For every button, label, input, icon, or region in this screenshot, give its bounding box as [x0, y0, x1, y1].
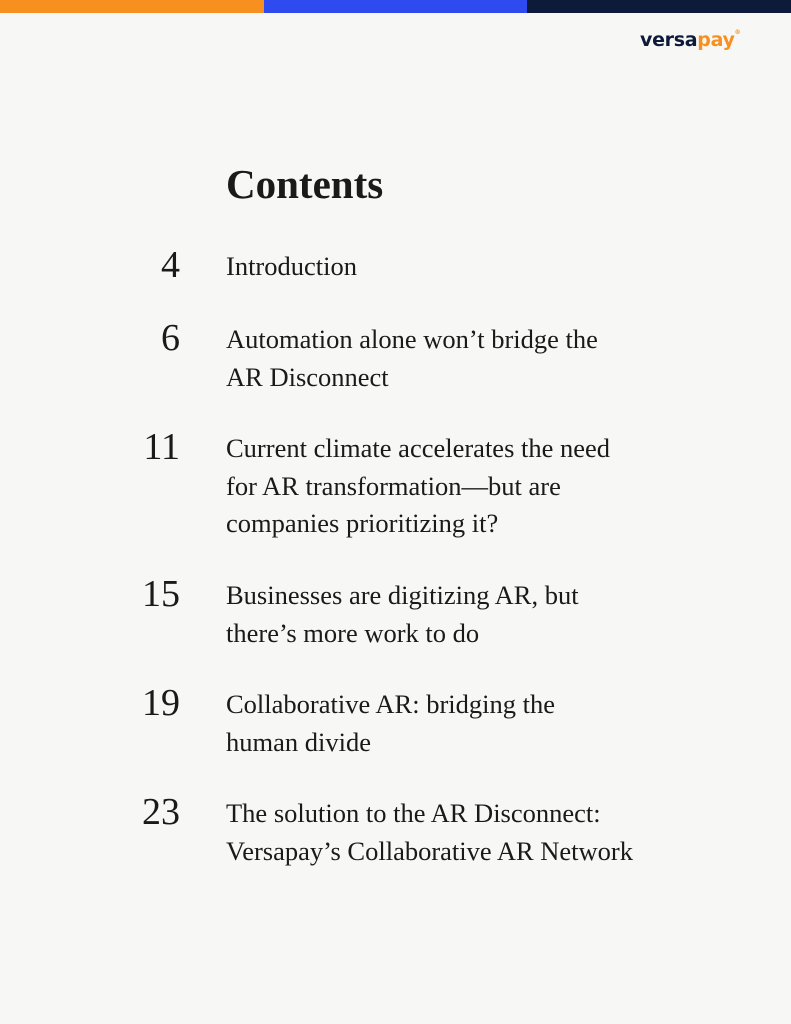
page-title: Contents	[226, 161, 384, 207]
logo-text-pay: pay	[697, 29, 735, 51]
brand-bar-navy	[527, 0, 791, 13]
toc-title-line: Businesses are digitizing AR, but	[226, 580, 579, 610]
toc-entry-title	[226, 795, 696, 870]
toc-title-line: there’s more work to do	[226, 617, 480, 648]
logo-registered-mark: ®	[734, 29, 741, 36]
toc-entry-title	[226, 430, 696, 543]
toc-entry-title	[226, 577, 696, 652]
toc-title-line: for AR transformation—but are	[226, 470, 561, 501]
toc-page-number: 4	[161, 244, 180, 286]
brand-bar-blue	[264, 0, 527, 13]
toc-title-line: companies prioritizing it?	[226, 508, 499, 538]
toc-title-line: Automation alone won’t bridge the	[226, 324, 598, 354]
toc-title-line: Introduction	[226, 251, 357, 281]
toc-title-line: human divide	[226, 726, 371, 757]
toc-entry-title	[226, 248, 696, 286]
toc-title-line: Current climate accelerates the need	[226, 433, 611, 463]
brand-bar-orange	[0, 0, 264, 13]
toc-page-number: 15	[142, 573, 180, 615]
toc-page-number: 6	[161, 317, 180, 359]
logo-text-versa: versa	[640, 29, 698, 51]
toc-page-number: 23	[142, 791, 180, 833]
toc-title-line: Collaborative AR: bridging the	[226, 689, 555, 719]
versapay-logo	[640, 28, 740, 52]
toc-entry-title	[226, 686, 696, 761]
brand-color-bar	[0, 0, 791, 13]
toc-entry-title	[226, 321, 696, 396]
toc-page-number: 11	[143, 426, 180, 468]
toc-title-line: Versapay’s Collaborative AR Network	[226, 835, 633, 866]
toc-page-number: 19	[142, 682, 180, 724]
toc-title-line: AR Disconnect	[226, 361, 389, 392]
toc-title-line: The solution to the AR Disconnect:	[226, 798, 601, 828]
